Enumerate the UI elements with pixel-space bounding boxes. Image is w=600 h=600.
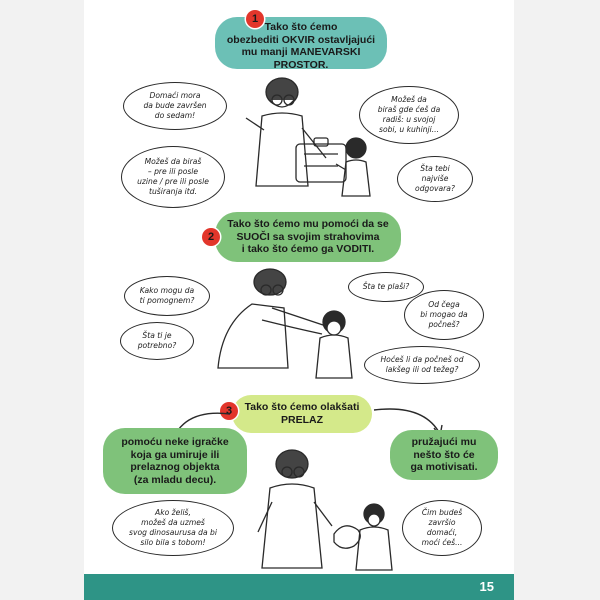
speech-bubble-choose-place: Možeš da biraš gde ćeš da radiš: u svojoj sobi, u kuhinji... [359, 86, 459, 144]
section3-number-badge: 3 [220, 402, 238, 420]
speech-bubble-what-suits-you: Šta tebi najviše odgovara? [397, 156, 473, 202]
page-number: 15 [479, 579, 494, 594]
speech-bubble-where-to-start: Od čega bi mogao da počneš? [404, 290, 484, 340]
speech-bubble-what-scares-you: Šta te plaši? [348, 272, 424, 302]
speech-bubble-homework-deadline: Domaći mora da bude završen do sedam! [123, 82, 227, 130]
section3-motivation-option: pružajući mu nešto što će ga motivisati. [390, 430, 498, 480]
section2-number-badge: 2 [202, 228, 220, 246]
parent-giving-toy-illustration [234, 442, 404, 572]
parent-with-schoolbag-illustration [214, 70, 394, 210]
book-page [84, 0, 514, 600]
speech-bubble-easier-or-harder: Hoćeš li da počneš od lakšeg ili od težeg? [364, 346, 480, 384]
section3-toy-option: pomoću neke igračke koja ga umiruje ili prelaznog objekta (za mladu decu). [103, 428, 247, 494]
speech-bubble-what-do-you-need: Šta ti je potrebno? [120, 322, 194, 360]
speech-bubble-when-you-finish: Čim budeš završio domaći, moći ćeš... [402, 500, 482, 556]
section1-number-badge: 1 [246, 10, 264, 28]
section2-heading: Tako što ćemo mu pomoći da se SUOČI sa svojim strahovima i tako što ćemo ga VODITI. [215, 212, 401, 262]
parent-comforting-child-illustration [202, 262, 372, 384]
speech-bubble-how-can-i-help: Kako mogu da ti pomognem? [124, 276, 210, 316]
speech-bubble-choose-time: Možeš da biraš – pre ili posle uzine / pre ili posle tuširanja itd. [121, 146, 225, 208]
section1-heading: Tako što ćemo obezbediti OKVIR ostavljajući mu manji MANEVARSKI PROSTOR. [215, 17, 387, 69]
page-footer-bar [84, 574, 514, 600]
section3-heading: Tako što ćemo olakšati PRELAZ [232, 395, 372, 433]
speech-bubble-take-dinosaur: Ako želiš, možeš da uzmeš svog dinosaurusa da bi silo bila s tobom! [112, 500, 234, 556]
